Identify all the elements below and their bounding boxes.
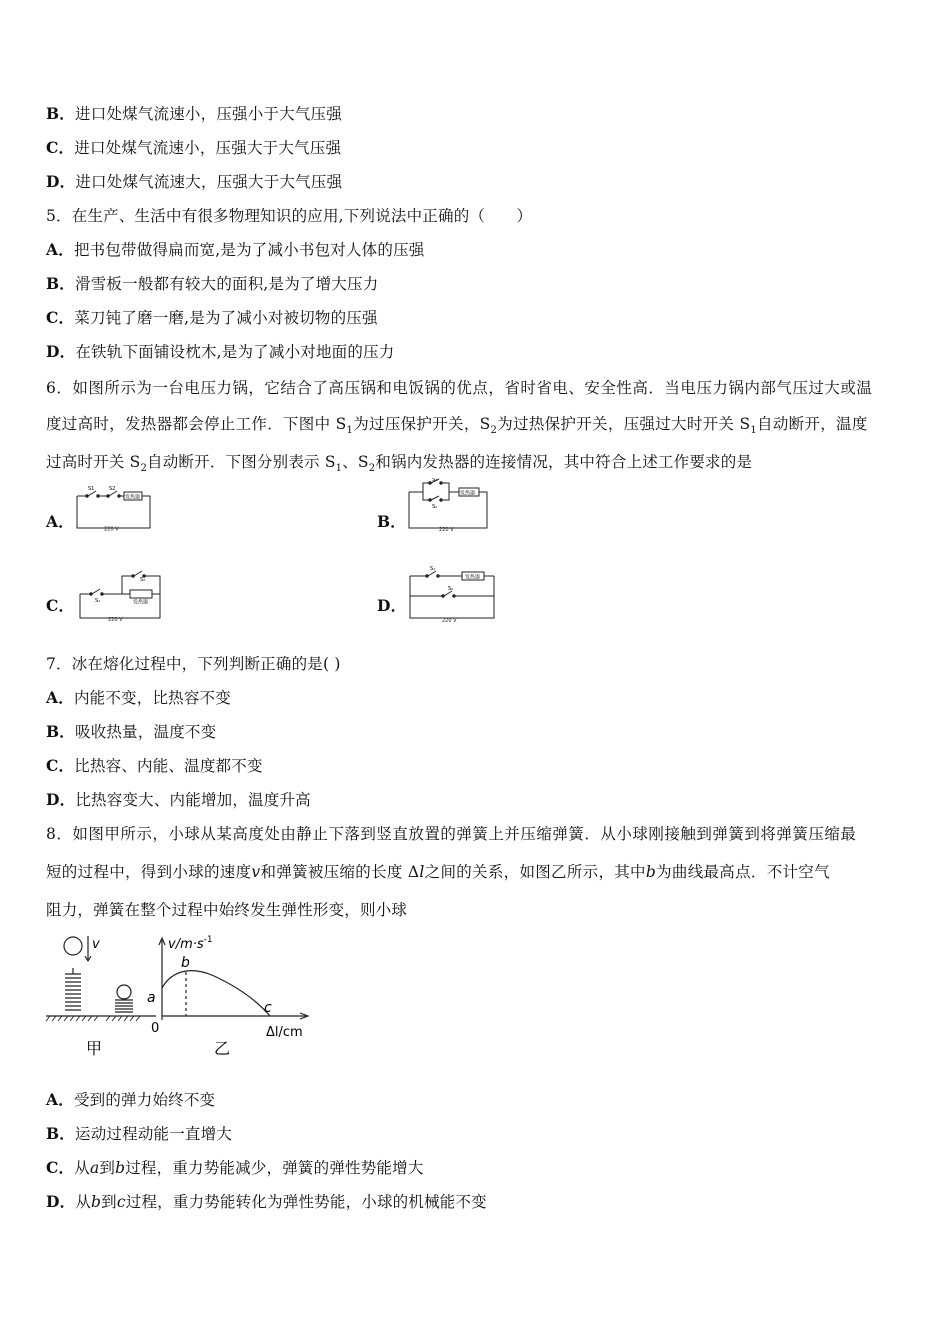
circuit-b-heater-label: 发热器 xyxy=(460,490,476,497)
q6-option-a-label: A． xyxy=(46,512,74,531)
q5-option-b: B．滑雪板一般都有较大的面积,是为了增大压力 xyxy=(46,274,379,293)
circuit-c-s1-label: S₁ xyxy=(95,598,101,604)
q7-option-d: D．比热容变大、内能增加，温度升高 xyxy=(46,790,311,809)
q4-option-b: B．进口处煤气流速小，压强小于大气压强 xyxy=(46,104,342,123)
q7-stem: 7．冰在熔化过程中，下列判断正确的是( ) xyxy=(46,655,341,673)
x-axis-label: Δl/cm xyxy=(266,1025,303,1040)
caption-jia: 甲 xyxy=(86,1039,103,1058)
q7-option-b: B．吸收热量，温度不变 xyxy=(46,722,217,741)
q5-stem: 5．在生产、生活中有很多物理知识的应用,下列说法中正确的（ ） xyxy=(46,207,533,225)
q6-stem-line2: 度过高时，发热器都会停止工作．下图中 $S_1$为过压保护开关，$S_2$为过热保护开关，压强过大时开关 $S_1$自动断开，温度 xyxy=(46,415,868,437)
q4-option-d: D．进口处煤气流速大，压强大于大气压强 xyxy=(46,172,343,191)
circuit-d-heater-label: 发热器 xyxy=(465,574,481,581)
q6-stem-line1: 6．如图所示为一台电压力锅，它结合了高压锅和电饭锅的优点，省时省电、安全性高．当电压力锅内部气压过大或温 xyxy=(46,379,873,397)
q6-option-d-label: D． xyxy=(377,596,407,615)
q8-stem-line1: 8．如图甲所示，小球从某高度处由静止下落到竖直放置的弹簧上并压缩弹簧．从小球刚接触到弹簧到将弹簧压缩最 xyxy=(46,825,857,843)
point-b-label: b xyxy=(181,955,190,971)
spring-uncompressed xyxy=(65,974,81,1010)
falling-ball xyxy=(64,937,82,955)
circuit-b-diagram xyxy=(403,478,493,534)
q8-stem-line2: 短的过程中，得到小球的速度v和弹簧被压缩的长度 Δl之间的关系，如图乙所示，其中b为曲线最高点．不计空气 xyxy=(46,863,830,881)
q8-option-c: C．从a到b过程，重力势能减少，弹簧的弹性势能增大 xyxy=(46,1158,424,1177)
circuit-d-diagram xyxy=(404,566,500,626)
q8-option-d: D．从b到c过程，重力势能转化为弹性势能，小球的机械能不变 xyxy=(46,1192,487,1211)
circuit-b-s2-label: S₂ xyxy=(432,504,438,510)
circuit-d-s1-label: S₁ xyxy=(430,566,436,572)
circuit-a-diagram xyxy=(72,484,156,532)
q5-option-c: C．菜刀钝了磨一磨,是为了减小对被切物的压强 xyxy=(46,308,378,327)
ground-hatch xyxy=(46,1016,140,1021)
circuit-c-s2-label: S₂ xyxy=(140,577,146,583)
q8-option-b: B．运动过程动能一直增大 xyxy=(46,1124,233,1143)
circuit-d-voltage-label: 220 V xyxy=(442,618,457,624)
q6-option-c-label: C． xyxy=(46,596,75,615)
circuit-b-voltage-label: 220 V xyxy=(439,527,454,533)
y-axis-label: $v/m\cdot s^{-1}$ xyxy=(168,935,213,952)
q5-option-d: D．在铁轨下面铺设枕木,是为了减小对地面的压力 xyxy=(46,342,395,361)
q8-option-a: A．受到的弹力始终不变 xyxy=(46,1090,216,1109)
circuit-c-voltage-label: 220 V xyxy=(108,617,123,623)
q8-figure xyxy=(44,930,320,1062)
velocity-curve xyxy=(162,971,270,1016)
point-c-label: c xyxy=(264,1000,272,1016)
velocity-label: v xyxy=(92,937,100,952)
circuit-a-voltage-label: 220 V xyxy=(104,526,119,532)
q7-option-a: A．内能不变，比热容不变 xyxy=(46,688,231,707)
circuit-c-heater-label: 发热器 xyxy=(133,599,149,606)
circuit-a-heater-label: 发热器 xyxy=(125,494,141,501)
circuit-a-s2-label: S2 xyxy=(109,486,116,492)
q8-stem-line3: 阻力，弹簧在整个过程中始终发生弹性形变，则小球 xyxy=(46,901,408,919)
q6-option-b-label: B． xyxy=(377,512,407,531)
circuit-a-s1-label: S1 xyxy=(88,486,95,492)
origin-label: 0 xyxy=(151,1021,160,1036)
circuit-b-s1-label: S₁ xyxy=(432,478,438,483)
point-a-label: a xyxy=(147,990,156,1006)
q6-stem-line3: 过高时开关 $S_2$自动断开．下图分别表示 $S_1$、$S_2$和锅内发热器的连接情况，其中符合上述工作要求的是 xyxy=(46,453,753,475)
q5-option-a: A．把书包带做得扁而宽,是为了减小书包对人体的压强 xyxy=(46,240,425,259)
caption-yi: 乙 xyxy=(214,1039,231,1058)
circuit-d-s2-label: S₂ xyxy=(448,586,454,592)
spring-compressed xyxy=(115,1000,133,1012)
q7-option-c: C．比热容、内能、温度都不变 xyxy=(46,756,263,775)
circuit-c-diagram xyxy=(74,568,164,624)
q4-option-c: C．进口处煤气流速小，压强大于大气压强 xyxy=(46,138,342,157)
